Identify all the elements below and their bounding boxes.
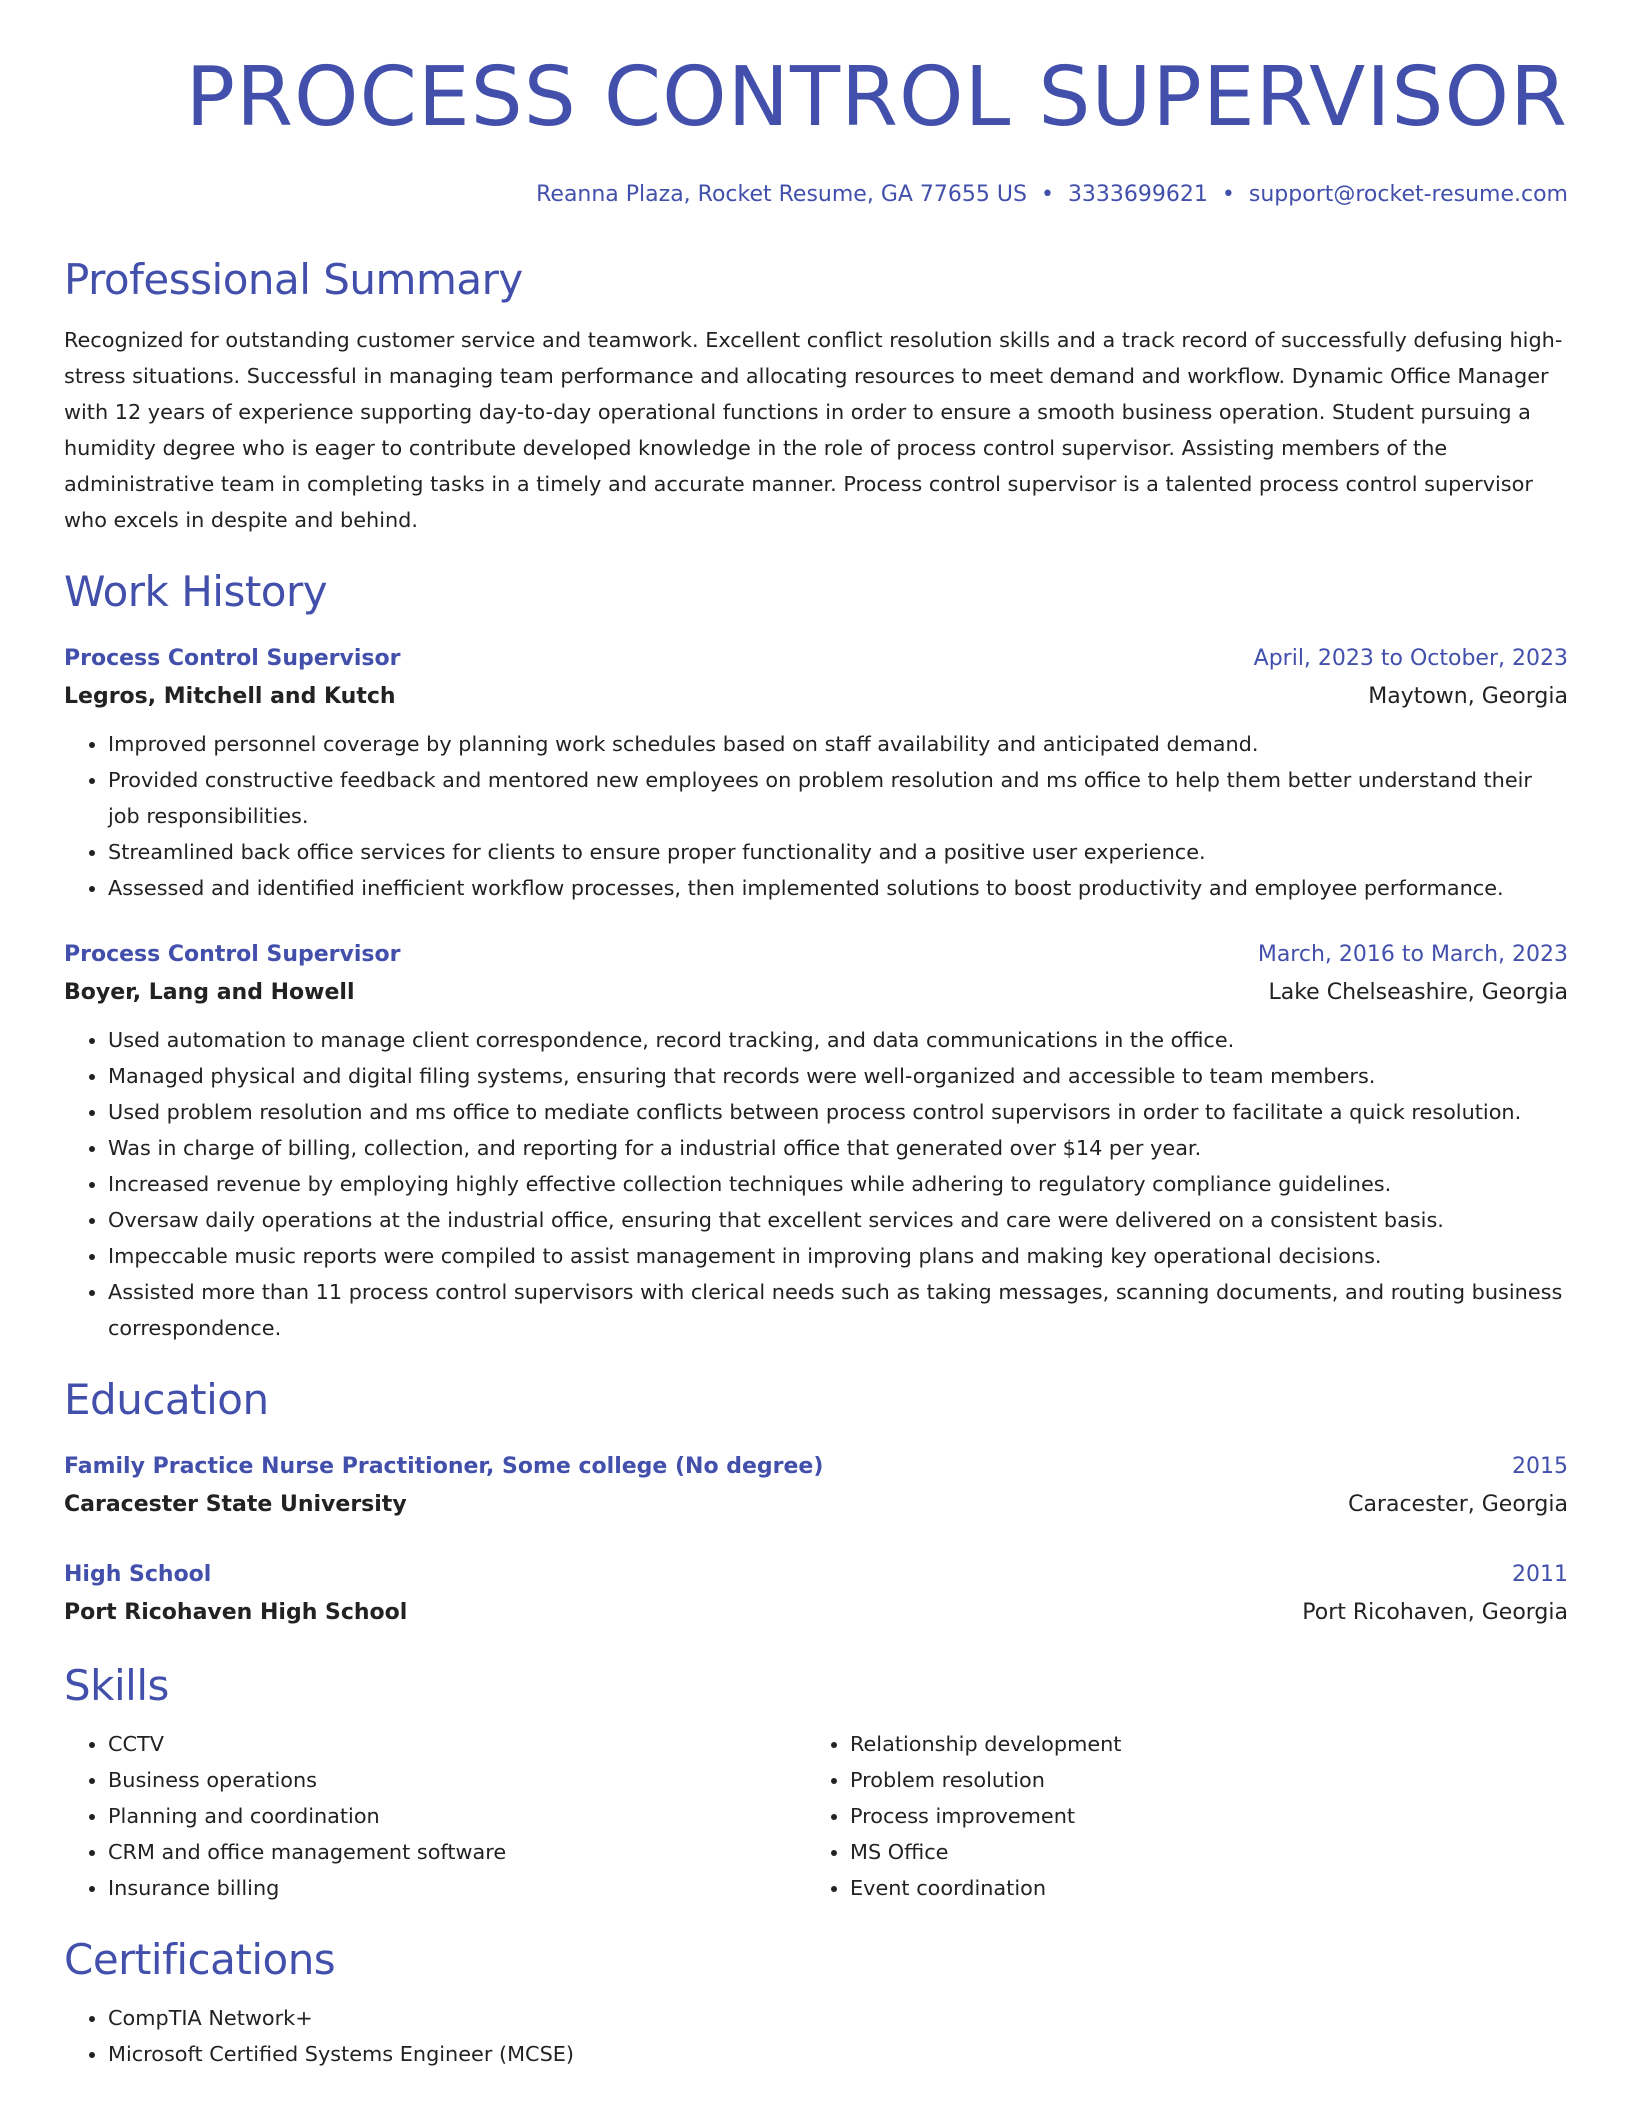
job-bullet: • Used automation to manage client correspondence, record tracking, and data communications in the office.: [108, 1022, 1568, 1058]
job-bullet: • Assessed and identified inefficient workflow processes, then implemented solutions to boost productivity and employee performance.: [108, 870, 1568, 906]
job-company: Boyer, Lang and Howell: [64, 980, 355, 1005]
skills-grid: [64, 1726, 1568, 1906]
summary-heading: Professional Summary: [64, 255, 523, 304]
job-entry: [64, 936, 1568, 1346]
job-location: Maytown, Georgia: [1368, 684, 1568, 709]
job-bullets: [64, 726, 1568, 906]
skill-item: • Planning and coordination: [108, 1798, 806, 1834]
education-school: Port Ricohaven High School: [64, 1600, 408, 1625]
job-bullet: • Impeccable music reports were compiled to assist management in improving plans and making key operational decisions.: [108, 1238, 1568, 1274]
job-bullet: • Was in charge of billing, collection, and reporting for a industrial office that generated over $14 per year.: [108, 1130, 1568, 1166]
job-bullet: • Used problem resolution and ms office to mediate conflicts between process control supervisors in order to facilitate a quick resolution.: [108, 1094, 1568, 1130]
education-location: Caracester, Georgia: [1348, 1492, 1568, 1517]
education-heading: Education: [64, 1375, 269, 1424]
job-bullet: • Improved personnel coverage by planning work schedules based on staff availability and anticipated demand.: [108, 726, 1568, 762]
skill-item: • MS Office: [850, 1834, 1548, 1870]
job-location: Lake Chelseashire, Georgia: [1268, 980, 1568, 1005]
education-degree: High School: [64, 1562, 212, 1587]
job-bullets: [64, 1022, 1568, 1346]
job-company: Legros, Mitchell and Kutch: [64, 684, 396, 709]
job-dates: March, 2016 to March, 2023: [1257, 942, 1568, 967]
skill-item: • Problem resolution: [850, 1762, 1548, 1798]
contact-separator: •: [1040, 182, 1054, 207]
skill-item: • Relationship development: [850, 1726, 1548, 1762]
education-year: 2015: [1512, 1454, 1568, 1479]
education-entry: [64, 1556, 1568, 1632]
contact-address: Reanna Plaza, Rocket Resume, GA 77655 US: [536, 182, 1027, 207]
education-school: Caracester State University: [64, 1492, 407, 1517]
certification-item: • Microsoft Certified Systems Engineer (MCSE): [108, 2036, 1568, 2072]
job-bullet: • Assisted more than 11 process control supervisors with clerical needs such as taking messages, scanning documents, and routing business correspondence.: [108, 1274, 1568, 1346]
skill-item: • Process improvement: [850, 1798, 1548, 1834]
skill-item: • Business operations: [108, 1762, 806, 1798]
skill-item: • Insurance billing: [108, 1870, 806, 1906]
certification-item: • CompTIA Network+: [108, 2000, 1568, 2036]
education-degree: Family Practice Nurse Practitioner, Some college (No degree): [64, 1454, 824, 1479]
summary-text: Recognized for outstanding customer service and teamwork. Excellent conflict resolution skills and a track record of successfully defusing high-stress situations. Successful in managing team performance and allocating resources to meet demand and workflow. Dynamic Office Manager with 12 years of experience supporting day-to-day operational functions in order to ensure a smooth business operation. Student pursuing a humidity degree who is eager to contribute developed knowledge in the role of process control supervisor. Assisting members of the administrative team in completing tasks in a timely and accurate manner. Process control supervisor is a talented process control supervisor who excels in despite and behind.: [64, 328, 1563, 532]
education-year: 2011: [1512, 1562, 1568, 1587]
education-entry: [64, 1448, 1568, 1524]
education-location: Port Ricohaven, Georgia: [1302, 1600, 1568, 1625]
skills-list-right: [806, 1726, 1548, 1906]
contact-email[interactable]: support@rocket-resume.com: [1248, 182, 1568, 207]
contact-line: [64, 178, 1568, 212]
certifications-heading: Certifications: [64, 1935, 336, 1984]
job-dates: April, 2023 to October, 2023: [1253, 646, 1568, 671]
resume-page: [64, 48, 1568, 2072]
work-history-heading: Work History: [64, 567, 328, 616]
contact-separator: •: [1221, 182, 1235, 207]
skill-item: • CCTV: [108, 1726, 806, 1762]
resume-title: PROCESS CONTROL SUPERVISOR: [185, 50, 1568, 145]
contact-phone: 3333699621: [1067, 182, 1208, 207]
job-bullet: • Oversaw daily operations at the industrial office, ensuring that excellent services and care were delivered on a consistent basis.: [108, 1202, 1568, 1238]
job-entry: [64, 640, 1568, 906]
certifications-list: [64, 2000, 1568, 2072]
job-role: Process Control Supervisor: [64, 942, 401, 967]
skills-heading: Skills: [64, 1661, 169, 1710]
skill-item: • Event coordination: [850, 1870, 1548, 1906]
job-bullet: • Provided constructive feedback and mentored new employees on problem resolution and ms office to help them better understand their job responsibilities.: [108, 762, 1568, 834]
job-bullet: • Increased revenue by employing highly effective collection techniques while adhering to regulatory compliance guidelines.: [108, 1166, 1568, 1202]
job-bullet: • Managed physical and digital filing systems, ensuring that records were well-organized and accessible to team members.: [108, 1058, 1568, 1094]
skill-item: • CRM and office management software: [108, 1834, 806, 1870]
job-bullet: • Streamlined back office services for clients to ensure proper functionality and a positive user experience.: [108, 834, 1568, 870]
job-role: Process Control Supervisor: [64, 646, 401, 671]
skills-list-left: [64, 1726, 806, 1906]
